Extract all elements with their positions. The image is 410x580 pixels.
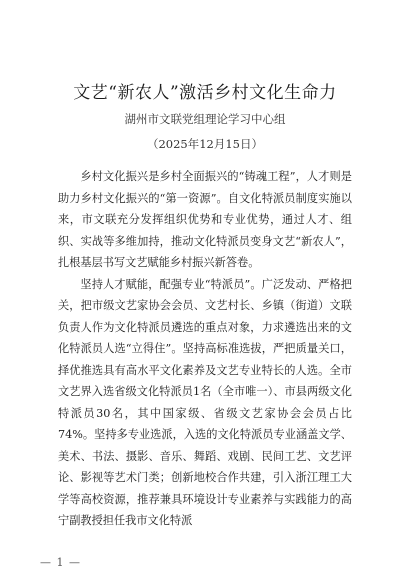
- document-author: 湖州市文联党组理论学习中心组: [124, 112, 286, 126]
- paragraph: 乡村文化振兴是乡村全面振兴的“铸魂工程”，人才则是助力乡村文化振兴的“第一资源”。自文化特派员制度实施以来，市文联充分发挥组织优势和专业优势，通过人才、组织、实战等多维加持，推动文化特派员变身文艺“新农人”，扎根基层书写文艺赋能乡村振兴新答卷。: [58, 170, 352, 269]
- document-body: [58, 166, 352, 532]
- paragraph: 坚持人才赋能，配强专业“特派员”。广泛发动、严格把关，把市级文艺家协会会员、文艺村长、乡镇（街道）文联负责人作为文化特派员遴选的重点对象，力求遴选出来的文化特派员人选“立得住”。坚持高标准选拔，严把质量关口，择优推选具有高水平文化素养及文艺专业特长的人选。全市文艺界入选省级文化特派员1名（全市唯一）、市县两级文化特派员30名，其中国家级、省级文艺家协会会员占比74%。坚持多专业选派，入选的文化特派员专业涵盖文学、美术、书法、摄影、音乐、舞蹈、戏剧、民间工艺、文艺评论、影视等艺术门类；创新地校合作共建，引入浙江理工大学等高校资源，推荐兼具环境设计专业素养与实践能力的高宁副教授担任我市文化特派: [58, 277, 352, 527]
- page-number: — 1 —: [40, 556, 81, 569]
- document-date: （2025年12月15日）: [146, 137, 264, 151]
- document-title: 文艺“新农人”激活乡村文化生命力: [73, 83, 337, 103]
